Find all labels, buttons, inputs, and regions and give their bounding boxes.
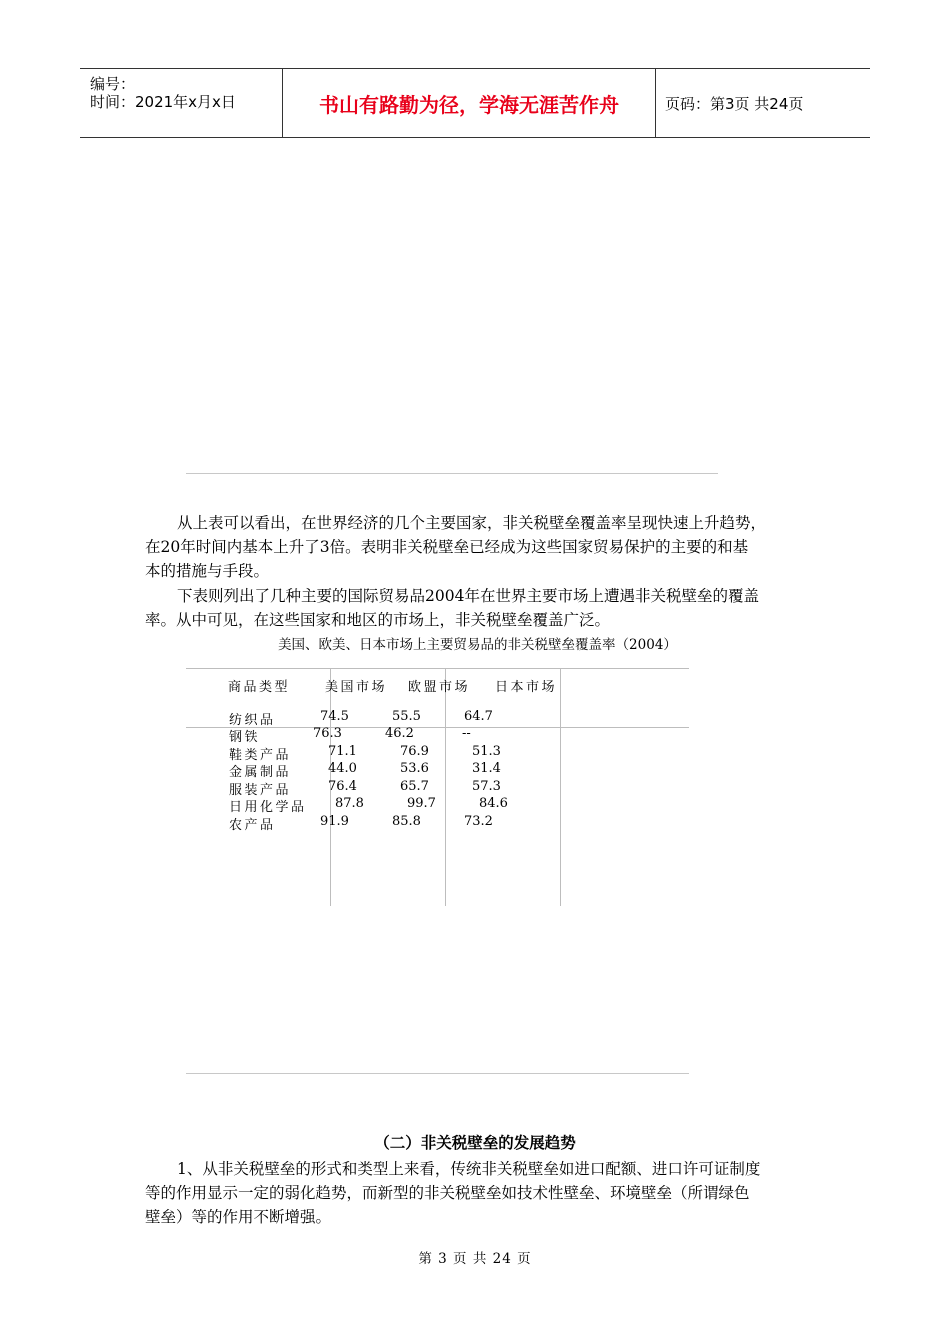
cell-jp: 64.7	[464, 709, 493, 724]
header-page-info: 页码：第3页 共24页	[665, 94, 804, 113]
cell-jp: --	[462, 726, 471, 741]
table-header-type: 商品类型	[228, 680, 291, 695]
section-heading: （二）非关税壁垒的发展趋势	[374, 1134, 576, 1152]
table-header-jp: 日本市场	[495, 680, 558, 695]
cell-jp: 31.4	[472, 761, 501, 776]
row-label: 金属制品	[229, 765, 292, 780]
table-header-eu: 欧盟市场	[408, 680, 471, 695]
text-line: 1、从非关税壁垒的形式和类型上来看，传统非关税壁垒如进口配额、进口许可证制度	[177, 1160, 761, 1178]
text-line: 率。从中可见，在这些国家和地区的市场上，非关税壁垒覆盖广泛。	[145, 611, 611, 629]
time-label: 时间：2021年x月x日	[90, 93, 236, 111]
cell-eu: 46.2	[385, 726, 414, 741]
cell-us: 76.3	[313, 726, 342, 741]
row-label: 服装产品	[229, 783, 292, 798]
text-line: 等的作用显示一定的弱化趋势，而新型的非关税壁垒如技术性壁垒、环境壁垒（所谓绿色	[145, 1184, 750, 1202]
cell-us: 87.8	[335, 796, 364, 811]
paragraph-1	[145, 511, 810, 583]
cell-us: 44.0	[328, 761, 357, 776]
table-caption: 美国、欧美、日本市场上主要贸易品的非关税壁垒覆盖率（2004）	[278, 637, 677, 653]
cell-us: 91.9	[320, 814, 349, 829]
divider-line	[186, 473, 718, 474]
cell-us: 74.5	[320, 709, 349, 724]
section-paragraph	[145, 1157, 810, 1229]
document-header	[80, 68, 870, 138]
cell-eu: 99.7	[407, 796, 436, 811]
cell-eu: 53.6	[400, 761, 429, 776]
cell-eu: 55.5	[392, 709, 421, 724]
table-header-us: 美国市场	[325, 680, 388, 695]
cell-eu: 76.9	[400, 744, 429, 759]
cell-jp: 51.3	[472, 744, 501, 759]
text-line: 从上表可以看出，在世界经济的几个主要国家，非关税壁垒覆盖率呈现快速上升趋势，	[177, 514, 767, 532]
cell-eu: 85.8	[392, 814, 421, 829]
cell-us: 76.4	[328, 779, 357, 794]
row-label: 农产品	[229, 818, 276, 833]
cell-eu: 65.7	[400, 779, 429, 794]
number-label: 编号：	[90, 75, 136, 93]
text-line: 本的措施与手段。	[145, 562, 270, 580]
table-column-divider	[560, 668, 561, 906]
row-label: 日用化学品	[229, 800, 307, 815]
row-label: 纺织品	[229, 713, 276, 728]
table-column-divider	[445, 668, 446, 906]
cell-us: 71.1	[328, 744, 357, 759]
text-line: 下表则列出了几种主要的国际贸易品2004年在世界主要市场上遭遇非关税壁垒的覆盖	[177, 587, 759, 605]
header-motto: 书山有路勤为径，学海无涯苦作舟	[282, 69, 656, 137]
cell-jp: 84.6	[479, 796, 508, 811]
row-label: 钢铁	[229, 730, 261, 745]
page-footer: 第 3 页 共 24 页	[418, 1251, 532, 1267]
text-line: 壁垒）等的作用不断增强。	[145, 1208, 332, 1226]
text-line: 在20年时间内基本上升了3倍。表明非关税壁垒已经成为这些国家贸易保护的主要的和基	[145, 538, 749, 556]
table-top-border	[186, 668, 689, 669]
cell-jp: 73.2	[464, 814, 493, 829]
header-meta	[80, 69, 282, 137]
divider-line	[186, 1073, 689, 1074]
row-label: 鞋类产品	[229, 748, 292, 763]
paragraph-2	[145, 584, 810, 632]
cell-jp: 57.3	[472, 779, 501, 794]
